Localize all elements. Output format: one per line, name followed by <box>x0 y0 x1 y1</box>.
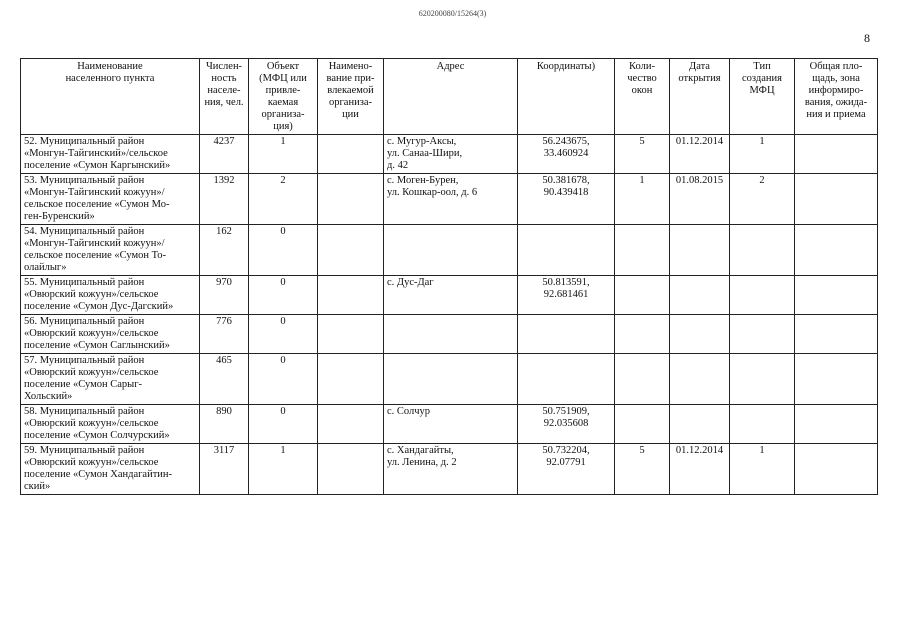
cell-organization <box>318 315 384 354</box>
cell-object: 0 <box>249 315 318 354</box>
cell-population: 970 <box>200 276 249 315</box>
table-row <box>21 354 878 405</box>
cell-address: с. Солчур <box>384 405 518 444</box>
table-row <box>21 405 878 444</box>
cell-windows: 1 <box>615 174 670 225</box>
header-settlement-name: Наименование населенного пункта <box>21 59 200 135</box>
cell-windows <box>615 315 670 354</box>
header-population: Числен- ность населе- ния, чел. <box>200 59 249 135</box>
cell-coordinates <box>518 225 615 276</box>
cell-address <box>384 315 518 354</box>
cell-population: 465 <box>200 354 249 405</box>
header-organization: Наимено- вание при- влекаемой организа- ции <box>318 59 384 135</box>
cell-windows: 5 <box>615 135 670 174</box>
cell-windows <box>615 225 670 276</box>
cell-address <box>384 354 518 405</box>
cell-object: 1 <box>249 444 318 495</box>
cell-mfc-type <box>730 354 795 405</box>
cell-organization <box>318 354 384 405</box>
table-row <box>21 225 878 276</box>
document-id: 620200080/15264(3) <box>418 9 487 18</box>
table-row <box>21 174 878 225</box>
cell-coordinates: 50.751909, 92.035608 <box>518 405 615 444</box>
cell-population: 3117 <box>200 444 249 495</box>
mfc-register-table <box>20 58 878 495</box>
cell-mfc-type: 1 <box>730 135 795 174</box>
cell-total-area <box>795 405 878 444</box>
cell-open-date <box>670 354 730 405</box>
cell-organization <box>318 276 384 315</box>
cell-open-date <box>670 225 730 276</box>
cell-name: 55. Муниципальный район «Овюрский кожуун»/сельское поселение «Сумон Дус-Дагский» <box>21 276 200 315</box>
cell-object: 0 <box>249 276 318 315</box>
cell-object: 0 <box>249 354 318 405</box>
header-coordinates: Координаты) <box>518 59 615 135</box>
cell-mfc-type: 1 <box>730 444 795 495</box>
table-row <box>21 315 878 354</box>
cell-mfc-type <box>730 315 795 354</box>
cell-open-date: 01.12.2014 <box>670 135 730 174</box>
cell-name: 57. Муниципальный район «Овюрский кожуун»/сельское поселение «Сумон Сарыг- Хольский» <box>21 354 200 405</box>
cell-object: 0 <box>249 225 318 276</box>
cell-windows <box>615 354 670 405</box>
cell-name: 54. Муниципальный район «Монгун-Тайгинский кожуун»/ сельское поселение «Сумон То- олайлыг» <box>21 225 200 276</box>
table-header-row <box>21 59 878 135</box>
cell-total-area <box>795 174 878 225</box>
cell-address: с. Моген-Бурен, ул. Кошкар-оол, д. 6 <box>384 174 518 225</box>
cell-name: 58. Муниципальный район «Овюрский кожуун»/сельское поселение «Сумон Солчурский» <box>21 405 200 444</box>
cell-name: 53. Муниципальный район «Монгун-Тайгинский кожуун»/ сельское поселение «Сумон Мо- ген-Буренский» <box>21 174 200 225</box>
cell-open-date <box>670 315 730 354</box>
header-open-date: Дата открытия <box>670 59 730 135</box>
cell-object: 1 <box>249 135 318 174</box>
cell-organization <box>318 225 384 276</box>
cell-population: 4237 <box>200 135 249 174</box>
header-object: Объект (МФЦ или привле- каемая организа- ция) <box>249 59 318 135</box>
cell-population: 1392 <box>200 174 249 225</box>
cell-open-date <box>670 405 730 444</box>
cell-address: с. Хандагайты, ул. Ленина, д. 2 <box>384 444 518 495</box>
cell-mfc-type <box>730 225 795 276</box>
cell-object: 2 <box>249 174 318 225</box>
cell-name: 59. Муниципальный район «Овюрский кожуун»/сельское поселение «Сумон Хандагайтин- ский» <box>21 444 200 495</box>
cell-population: 776 <box>200 315 249 354</box>
cell-coordinates: 56.243675, 33.460924 <box>518 135 615 174</box>
cell-mfc-type <box>730 276 795 315</box>
cell-address: с. Мугур-Аксы, ул. Санаа-Шири, д. 42 <box>384 135 518 174</box>
cell-total-area <box>795 276 878 315</box>
cell-coordinates <box>518 315 615 354</box>
cell-organization <box>318 135 384 174</box>
header-mfc-type: Тип создания МФЦ <box>730 59 795 135</box>
table-row <box>21 135 878 174</box>
cell-open-date: 01.08.2015 <box>670 174 730 225</box>
header-address: Адрес <box>384 59 518 135</box>
cell-organization <box>318 444 384 495</box>
cell-coordinates: 50.732204, 92.07791 <box>518 444 615 495</box>
cell-organization <box>318 174 384 225</box>
cell-coordinates: 50.381678, 90.439418 <box>518 174 615 225</box>
cell-total-area <box>795 315 878 354</box>
cell-coordinates: 50.813591, 92.681461 <box>518 276 615 315</box>
cell-name: 52. Муниципальный район «Монгун-Тайгинский»/сельское поселение «Сумон Каргынский» <box>21 135 200 174</box>
cell-organization <box>318 405 384 444</box>
cell-population: 890 <box>200 405 249 444</box>
cell-object: 0 <box>249 405 318 444</box>
header-total-area: Общая пло- щадь, зона информиро- вания, ожида- ния и приема <box>795 59 878 135</box>
cell-windows <box>615 405 670 444</box>
cell-population: 162 <box>200 225 249 276</box>
cell-mfc-type: 2 <box>730 174 795 225</box>
cell-total-area <box>795 135 878 174</box>
table-row <box>21 444 878 495</box>
cell-address <box>384 225 518 276</box>
cell-name: 56. Муниципальный район «Овюрский кожуун»/сельское поселение «Сумон Саглынский» <box>21 315 200 354</box>
cell-total-area <box>795 225 878 276</box>
cell-open-date <box>670 276 730 315</box>
cell-windows <box>615 276 670 315</box>
cell-total-area <box>795 354 878 405</box>
cell-address: с. Дус-Даг <box>384 276 518 315</box>
cell-open-date: 01.12.2014 <box>670 444 730 495</box>
table-row <box>21 276 878 315</box>
cell-mfc-type <box>730 405 795 444</box>
cell-coordinates <box>518 354 615 405</box>
cell-windows: 5 <box>615 444 670 495</box>
cell-total-area <box>795 444 878 495</box>
page-number: 8 <box>864 31 870 45</box>
header-windows: Коли- чество окон <box>615 59 670 135</box>
